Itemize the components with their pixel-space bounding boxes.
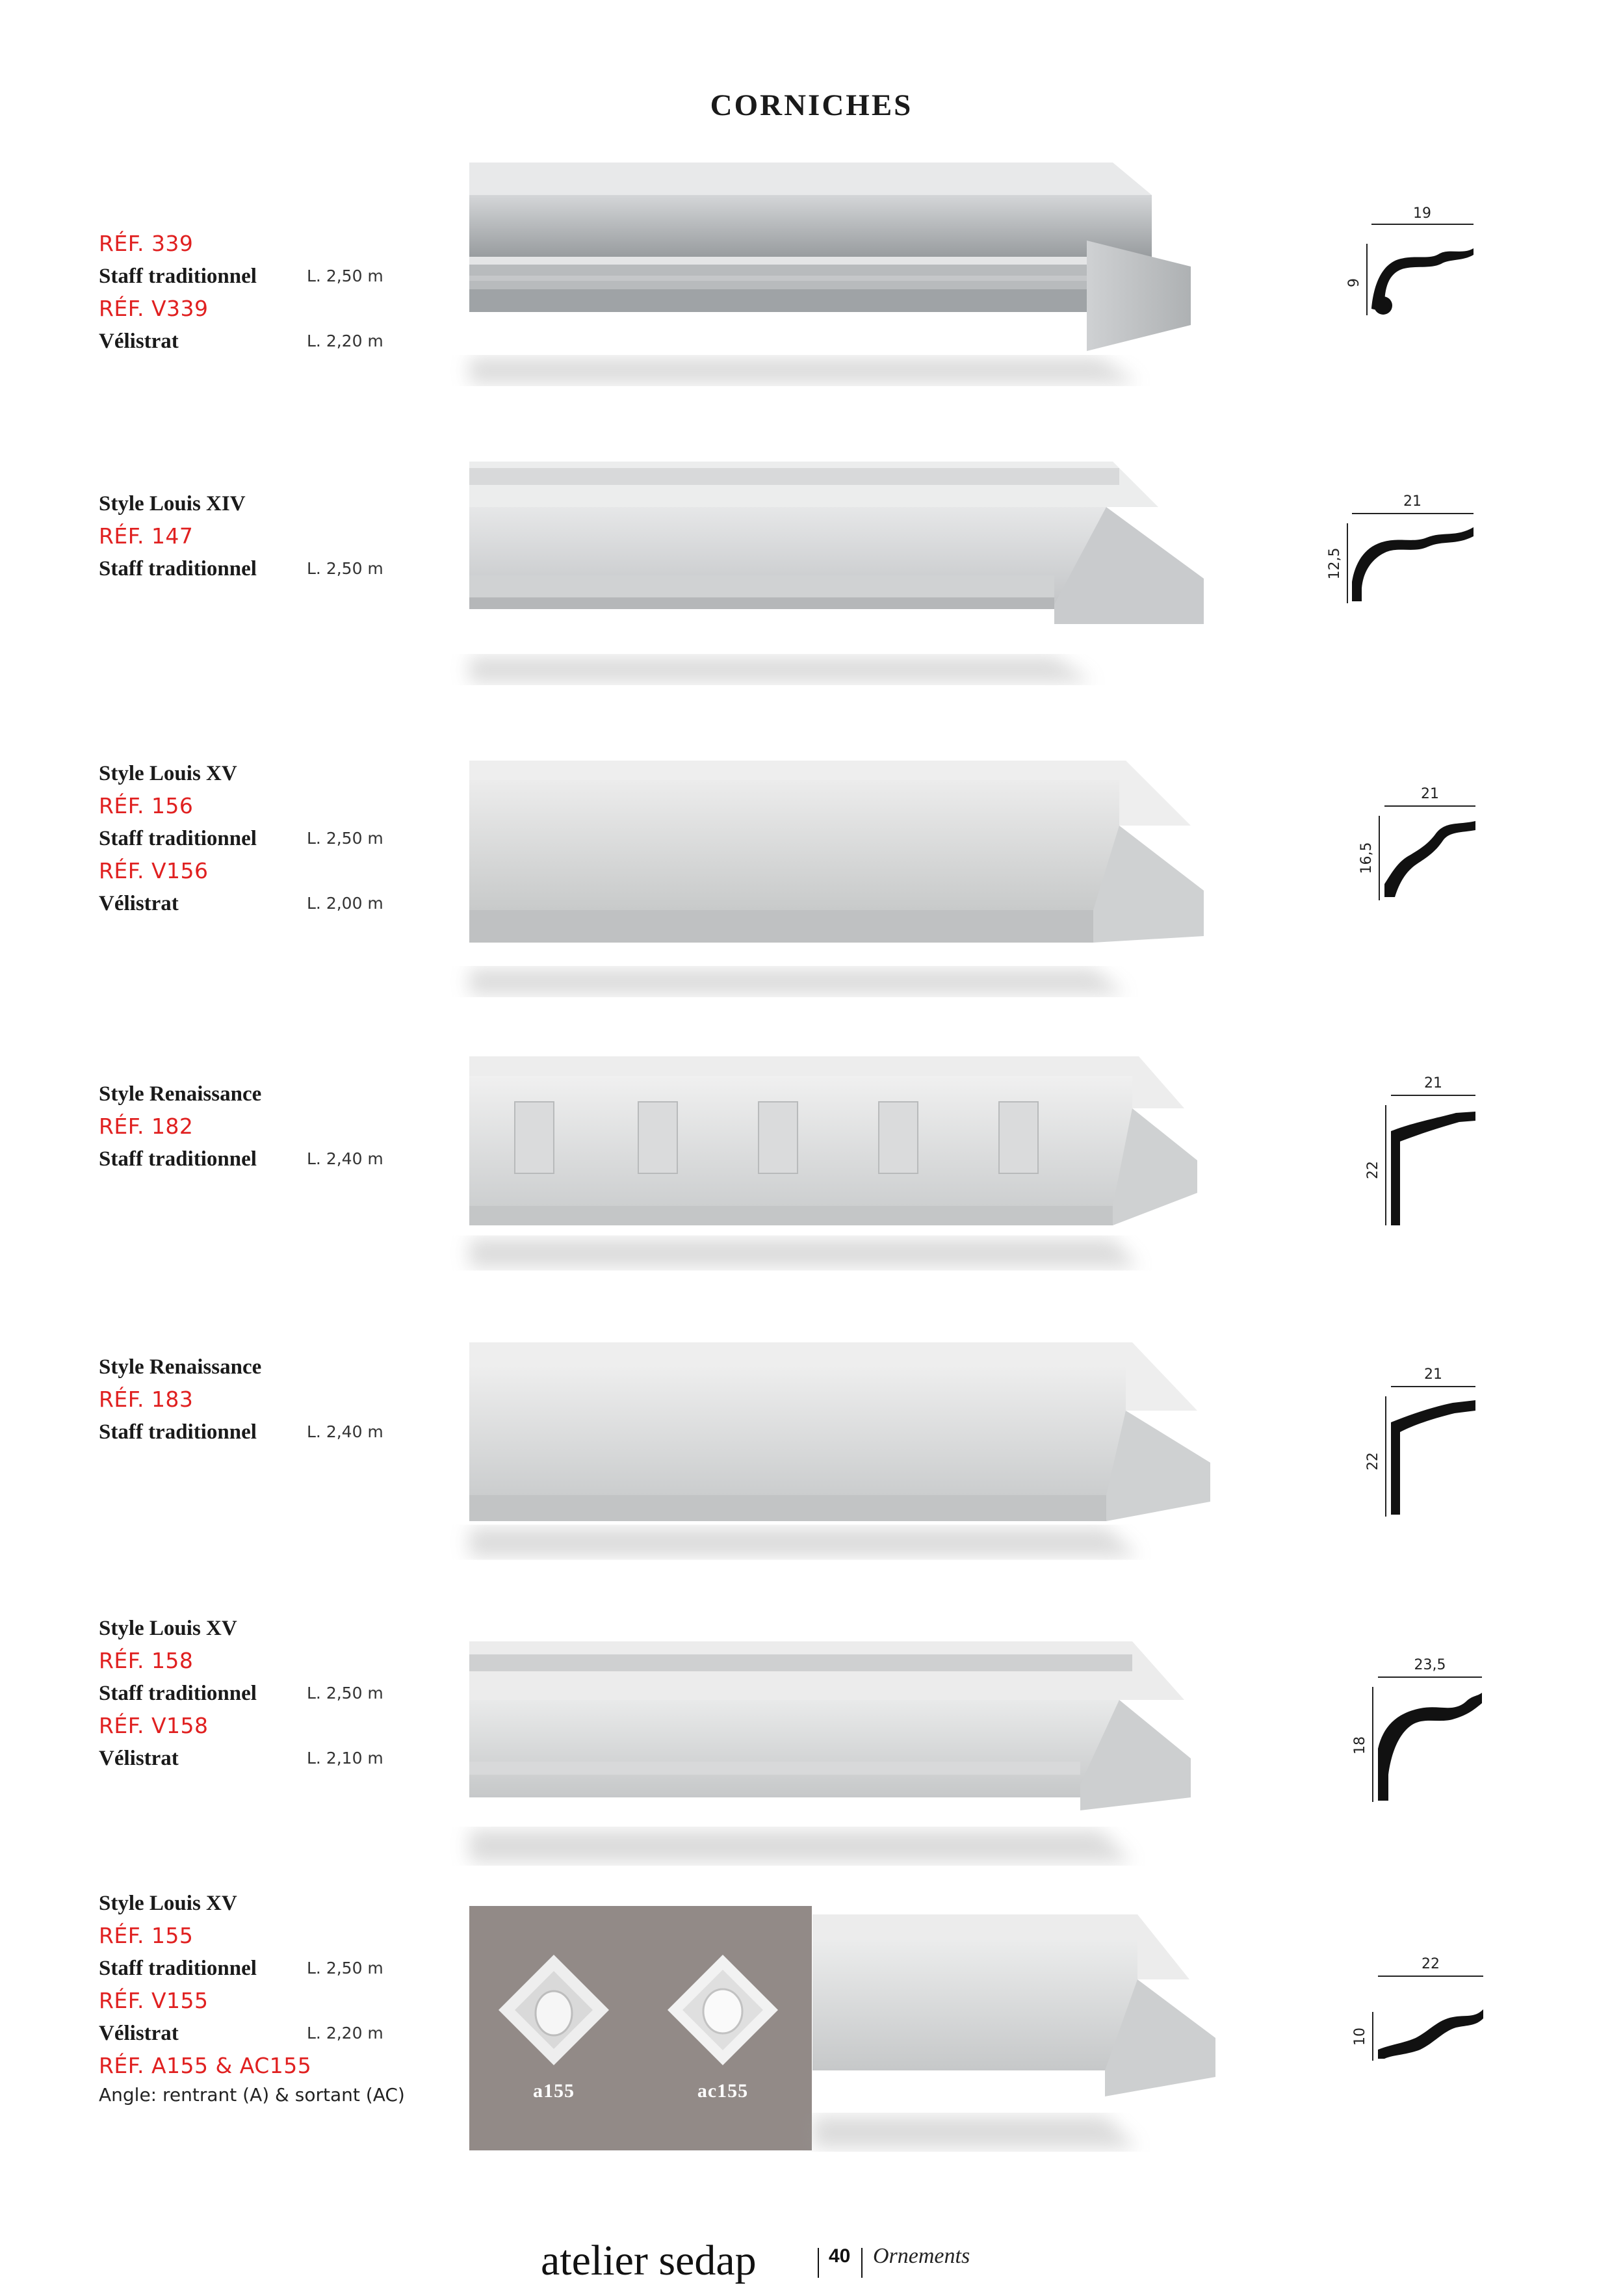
material-label: Vélistrat <box>99 1747 179 1770</box>
ref-label: RÉF. V156 <box>99 858 209 883</box>
profile-height: 18 <box>1352 1736 1368 1755</box>
section-name: Ornements <box>873 2244 970 2268</box>
length-label: L. 2,40 m <box>307 1422 383 1441</box>
cornice-155-photo <box>812 1901 1228 2161</box>
profile-155 <box>1313 1947 1501 2064</box>
profile-height: 22 <box>1365 1161 1381 1179</box>
product-155-info <box>99 1887 463 2108</box>
cornice-147-photo <box>469 455 1217 689</box>
profile-height: 16,5 <box>1358 842 1375 874</box>
style-name: Style Louis XV <box>99 1892 237 1915</box>
footer-divider <box>861 2248 863 2278</box>
profile-height: 10 <box>1352 2028 1368 2046</box>
ref-label: RÉF. V158 <box>99 1713 209 1738</box>
profile-182 <box>1326 1066 1501 1229</box>
material-label: Staff traditionnel <box>99 1147 257 1171</box>
profile-width: 21 <box>1424 1075 1442 1091</box>
cornice-183-photo <box>469 1333 1217 1567</box>
style-name: Style Louis XV <box>99 1617 237 1640</box>
footer-divider <box>818 2248 819 2278</box>
page-title: CORNICHES <box>710 88 913 122</box>
length-label: L. 2,50 m <box>307 1959 383 1977</box>
profile-width: 21 <box>1421 786 1439 802</box>
angle-label-ac155: ac155 <box>697 2080 749 2102</box>
profile-height: 9 <box>1346 278 1362 287</box>
ref-label: RÉF. 156 <box>99 793 194 818</box>
length-label: L. 2,50 m <box>307 267 383 285</box>
profile-width: 19 <box>1413 205 1431 222</box>
ref-label: RÉF. A155 & AC155 <box>99 2053 312 2078</box>
brand-name: atelier sedap <box>541 2237 757 2284</box>
page-footer <box>0 2236 1623 2295</box>
product-158-info <box>99 1612 463 1775</box>
style-name: Style Renaissance <box>99 1082 262 1106</box>
profile-width: 22 <box>1422 1956 1440 1972</box>
material-label: Vélistrat <box>99 2022 179 2045</box>
ref-label: RÉF. 183 <box>99 1387 194 1412</box>
angle-label-a155: a155 <box>533 2080 575 2102</box>
material-label: Staff traditionnel <box>99 1957 257 1980</box>
profile-width: 21 <box>1403 493 1422 510</box>
length-label: L. 2,20 m <box>307 332 383 350</box>
ref-label: RÉF. 147 <box>99 523 194 549</box>
length-label: L. 2,50 m <box>307 559 383 578</box>
ref-label: RÉF. 158 <box>99 1648 194 1673</box>
product-147-info <box>99 488 463 585</box>
style-name: Style Louis XIV <box>99 492 246 515</box>
profile-183 <box>1326 1338 1501 1520</box>
style-name: Style Renaissance <box>99 1355 262 1379</box>
length-label: L. 2,10 m <box>307 1749 383 1768</box>
material-label: Staff traditionnel <box>99 557 257 581</box>
ref-label: RÉF. V155 <box>99 1988 209 2013</box>
style-name: Style Louis XV <box>99 762 237 785</box>
length-label: L. 2,20 m <box>307 2024 383 2042</box>
product-183-info <box>99 1351 463 1448</box>
cornice-182-photo <box>469 1050 1217 1274</box>
product-156-info <box>99 757 463 920</box>
ref-label: RÉF. 182 <box>99 1114 194 1139</box>
profile-147 <box>1290 484 1498 608</box>
cornice-339-photo <box>469 163 1217 390</box>
material-label: Staff traditionnel <box>99 827 257 850</box>
material-label: Staff traditionnel <box>99 1682 257 1705</box>
profile-height: 12,5 <box>1327 547 1343 580</box>
profile-158 <box>1306 1651 1501 1807</box>
product-339-info <box>99 228 463 358</box>
profile-width: 23,5 <box>1414 1657 1446 1673</box>
cornice-158-photo <box>469 1628 1217 1875</box>
length-label: L. 2,40 m <box>307 1149 383 1168</box>
cornice-156-photo <box>469 754 1217 1001</box>
material-label: Vélistrat <box>99 330 179 353</box>
profile-height: 22 <box>1365 1452 1381 1470</box>
ref-label: RÉF. 339 <box>99 231 194 256</box>
corner-piece-a155-image <box>495 1951 612 2068</box>
angle-note: Angle: rentrant (A) & sortant (AC) <box>99 2084 405 2106</box>
length-label: L. 2,00 m <box>307 894 383 913</box>
ref-label: RÉF. V339 <box>99 296 209 321</box>
length-label: L. 2,50 m <box>307 1684 383 1702</box>
corner-pieces-panel <box>469 1906 812 2150</box>
material-label: Staff traditionnel <box>99 265 257 288</box>
page-number: 40 <box>829 2245 851 2267</box>
ref-label: RÉF. 155 <box>99 1923 194 1948</box>
profile-width: 21 <box>1424 1366 1442 1383</box>
material-label: Staff traditionnel <box>99 1420 257 1444</box>
corner-piece-ac155-image <box>664 1951 781 2068</box>
length-label: L. 2,50 m <box>307 829 383 848</box>
profile-156 <box>1319 777 1501 907</box>
material-label: Vélistrat <box>99 892 179 915</box>
product-182-info <box>99 1078 463 1175</box>
profile-339 <box>1303 202 1498 319</box>
